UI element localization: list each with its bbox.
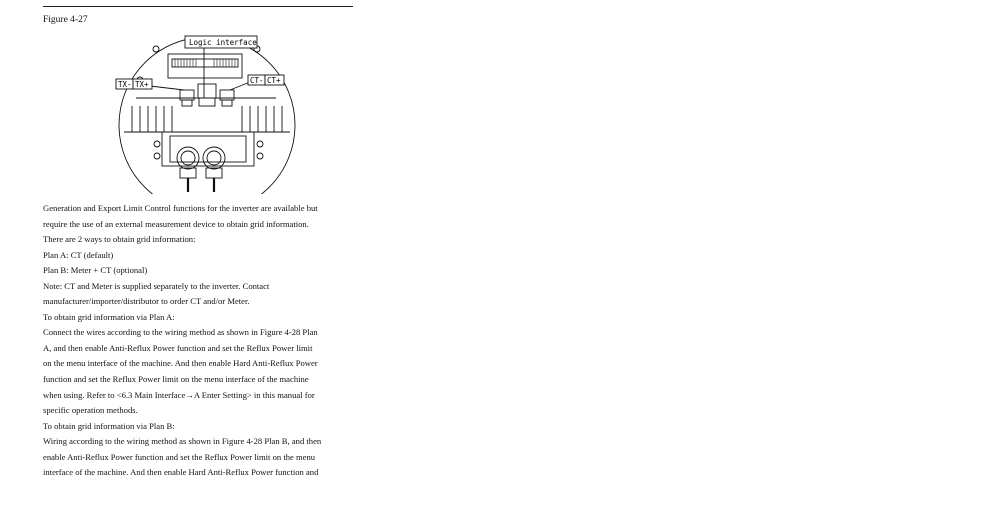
- text-line: There are 2 ways to obtain grid information:: [43, 234, 196, 245]
- logic-interface-label: Logic interface: [189, 38, 257, 47]
- text-line: when using. Refer to <6.3 Main Interface→A Enter Setting> in this manual for: [43, 389, 315, 400]
- text-line: function and set the Reflux Power limit on the menu interface of the machine: [43, 374, 309, 385]
- body-text: [43, 201, 363, 481]
- tx-minus-label: TX-: [118, 80, 132, 89]
- text-line: Wiring according to the wiring method as shown in Figure 4-28 Plan B, and then: [43, 436, 322, 447]
- ct-minus-label: CT-: [250, 76, 264, 85]
- inverter-wiring-diagram: [110, 32, 300, 194]
- tx-plus-label: TX+: [135, 80, 149, 89]
- text-line: Plan B: Meter + CT (optional): [43, 265, 148, 276]
- text-line: specific operation methods.: [43, 405, 138, 416]
- text-line: Plan A: CT (default): [43, 249, 114, 260]
- text-line: enable Anti-Reflux Power function and set the Reflux Power limit on the menu: [43, 451, 316, 462]
- text-line: Note: CT and Meter is supplied separately to the inverter. Contact: [43, 280, 270, 291]
- text-line: require the use of an external measurement device to obtain grid information.: [43, 218, 309, 229]
- text-line: manufacturer/importer/distributor to order CT and/or Meter.: [43, 296, 250, 307]
- text-line: on the menu interface of the machine. And then enable Hard Anti-Reflux Power: [43, 358, 318, 369]
- text-line: Generation and Export Limit Control functions for the inverter are available but: [43, 203, 318, 213]
- page-header-rule: [43, 0, 353, 7]
- housing-circle: [119, 37, 295, 194]
- text-line: To obtain grid information via Plan B:: [43, 420, 175, 431]
- text-line: To obtain grid information via Plan A:: [43, 311, 175, 322]
- logic-connector: [198, 84, 216, 98]
- figure-label: Figure 4-27: [43, 15, 88, 25]
- text-line: A, and then enable Anti-Reflux Power function and set the Reflux Power limit: [43, 342, 313, 353]
- pcb-board: [168, 54, 242, 78]
- tx-connector: [180, 90, 194, 100]
- ct-plus-label: CT+: [267, 76, 281, 85]
- text-line: Connect the wires according to the wiring method as shown in Figure 4-28 Plan: [43, 327, 318, 338]
- ct-connector: [220, 90, 234, 100]
- text-line: interface of the machine. And then enable Hard Anti-Reflux Power function and: [43, 467, 319, 478]
